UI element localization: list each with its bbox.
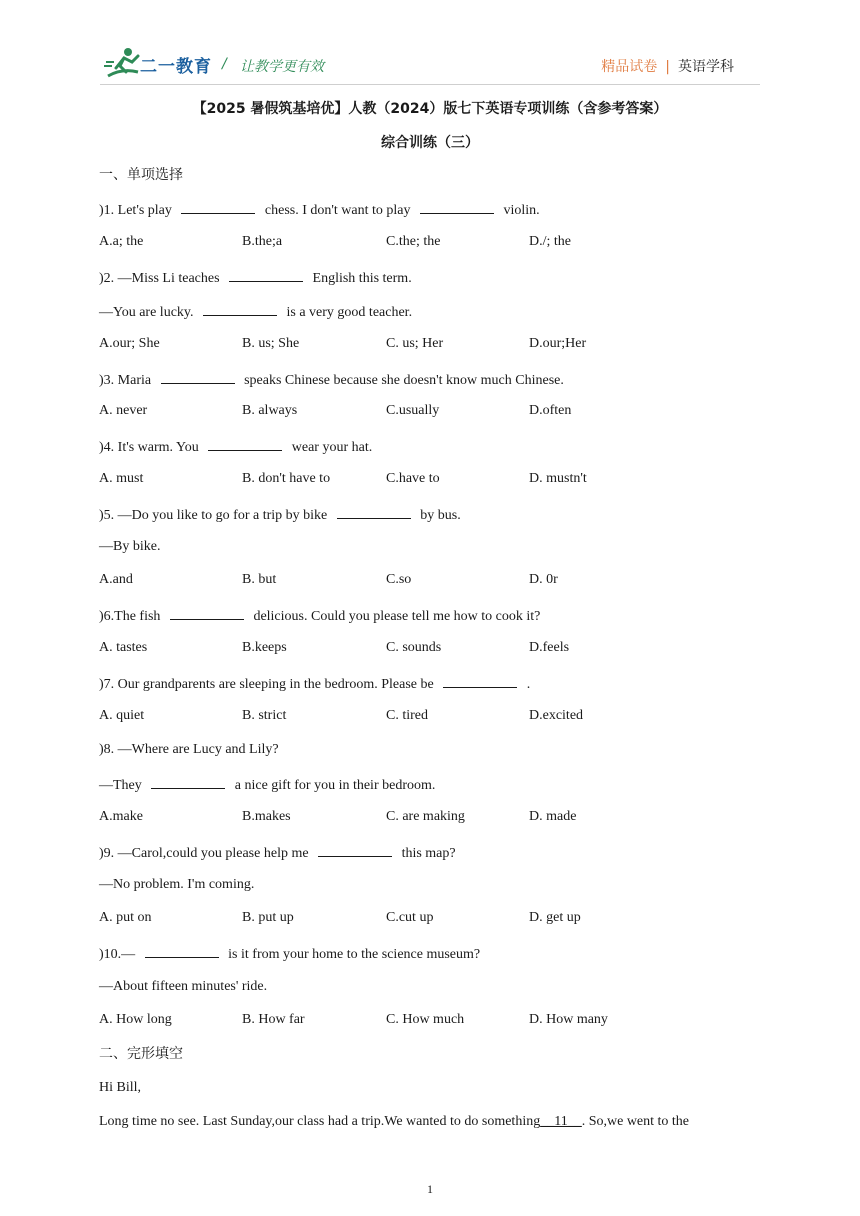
question-text: is a very good teacher. [283, 305, 413, 320]
option-d: D.our;Her [529, 336, 587, 351]
question-text: delicious. Could you please tell me how to cook it? [249, 609, 541, 624]
option-c: C.so [386, 572, 412, 587]
question-3-stem [99, 370, 564, 390]
option-c: C.have to [386, 471, 440, 486]
option-b: B. How far [242, 1012, 305, 1027]
question-text: is it from your home to the science museum? [224, 947, 481, 962]
answer-blank [420, 200, 494, 214]
option-a: A.and [99, 572, 133, 587]
question-text: . [523, 677, 531, 692]
option-d: D./; the [529, 234, 571, 249]
option-a: A. tastes [99, 640, 148, 655]
option-d: D. made [529, 809, 577, 824]
answer-blank [318, 843, 392, 857]
header-labels [601, 56, 734, 76]
question-4-stem [99, 437, 372, 457]
answer-blank [337, 505, 411, 519]
answer-blank [151, 775, 225, 789]
option-a: A.our; She [99, 336, 160, 351]
option-b: B. don't have to [242, 471, 331, 486]
answer-blank [443, 674, 517, 688]
option-b: B. always [242, 403, 298, 418]
option-a: A. quiet [99, 708, 145, 723]
question-text: a nice gift for you in their bedroom. [231, 778, 436, 793]
option-c: C. tired [386, 708, 428, 723]
option-a: A. never [99, 403, 148, 418]
option-b: B. strict [242, 708, 287, 723]
page-header [0, 0, 860, 90]
header-divider [100, 84, 760, 85]
question-6-stem [99, 606, 540, 626]
question-text: )10.— [99, 947, 139, 962]
question-9-stem [99, 843, 456, 863]
passage-text: Long time no see. Last Sunday,our class had a trip.We wanted to do something [99, 1114, 541, 1129]
question-5-reply: —By bike. [99, 539, 161, 554]
slogan-divider: / [222, 56, 227, 72]
answer-blank [208, 437, 282, 451]
question-8-reply [99, 775, 435, 795]
question-2-reply [99, 302, 412, 322]
option-c: C.usually [386, 403, 440, 418]
question-text: )5. —Do you like to go for a trip by bike [99, 508, 331, 523]
option-c: C.the; the [386, 234, 441, 249]
section-heading-1: 一、单项选择 [99, 167, 183, 183]
option-a: A. How long [99, 1012, 172, 1027]
option-b: B.makes [242, 809, 291, 824]
question-text: English this term. [309, 271, 412, 286]
question-1-stem [99, 200, 540, 220]
section-heading-2: 二、完形填空 [99, 1046, 183, 1062]
answer-blank [145, 944, 219, 958]
answer-blank [170, 606, 244, 620]
option-b: B. us; She [242, 336, 300, 351]
option-b: B.keeps [242, 640, 287, 655]
option-a: A. put on [99, 910, 152, 925]
question-10-stem [99, 944, 480, 964]
answer-blank [181, 200, 255, 214]
question-text: )3. Maria [99, 373, 155, 388]
question-text: )4. It's warm. You [99, 440, 203, 455]
document-subtitle: 综合训练（三） [381, 135, 479, 151]
passage-greeting: Hi Bill, [99, 1080, 142, 1095]
question-9-reply: —No problem. I'm coming. [99, 877, 255, 892]
question-text: —They [99, 778, 146, 793]
question-5-stem [99, 505, 461, 525]
option-c: C. How much [386, 1012, 465, 1027]
header-separator: | [665, 59, 670, 75]
question-text: )2. —Miss Li teaches [99, 271, 224, 286]
question-text: this map? [398, 846, 456, 861]
answer-blank [161, 370, 235, 384]
option-c: C.cut up [386, 910, 434, 925]
option-d: D.feels [529, 640, 570, 655]
question-text: chess. I don't want to play [261, 203, 415, 218]
question-text: )7. Our grandparents are sleeping in the bedroom. Please be [99, 677, 438, 692]
header-label-subject: 英语学科 [678, 59, 734, 75]
passage-text: . So,we went to the [581, 1114, 690, 1129]
option-d: D. 0r [529, 572, 558, 587]
option-b: B.the;a [242, 234, 283, 249]
logo-text: 二一教育 [140, 57, 212, 77]
question-text: speaks Chinese because she doesn't know much Chinese. [240, 373, 564, 388]
page-number: 1 [427, 1182, 433, 1196]
header-label-exam: 精品试卷 [601, 59, 658, 75]
passage-line-1 [99, 1113, 689, 1131]
option-b: B. put up [242, 910, 294, 925]
question-text: )9. —Carol,could you please help me [99, 846, 313, 861]
option-d: D. mustn't [529, 471, 587, 486]
question-text: )6.The fish [99, 609, 164, 624]
question-7-stem [99, 674, 530, 694]
question-text: )1. Let's play [99, 203, 176, 218]
question-text: wear your hat. [288, 440, 373, 455]
option-d: D.often [529, 403, 572, 418]
cloze-blank-11: __11__ [540, 1114, 582, 1129]
option-c: C. are making [386, 809, 465, 824]
option-d: D. How many [529, 1012, 608, 1027]
question-2-stem [99, 268, 412, 288]
option-a: A.make [99, 809, 143, 824]
question-10-reply: —About fifteen minutes' ride. [99, 979, 268, 994]
document-title: 【2025 暑假筑基培优】人教（2024）版七下英语专项训练（含参考答案） [192, 101, 668, 117]
question-text: violin. [500, 203, 540, 218]
answer-blank [203, 302, 277, 316]
option-b: B. but [242, 572, 277, 587]
question-8-stem: )8. —Where are Lucy and Lily? [99, 742, 279, 757]
option-c: C. sounds [386, 640, 442, 655]
slogan: 让教学更有效 [240, 59, 324, 75]
answer-blank [229, 268, 303, 282]
option-a: A.a; the [99, 234, 144, 249]
option-d: D.excited [529, 708, 584, 723]
question-text: —You are lucky. [99, 305, 197, 320]
question-text: by bus. [416, 508, 461, 523]
option-c: C. us; Her [386, 336, 444, 351]
option-a: A. must [99, 471, 144, 486]
option-d: D. get up [529, 910, 581, 925]
